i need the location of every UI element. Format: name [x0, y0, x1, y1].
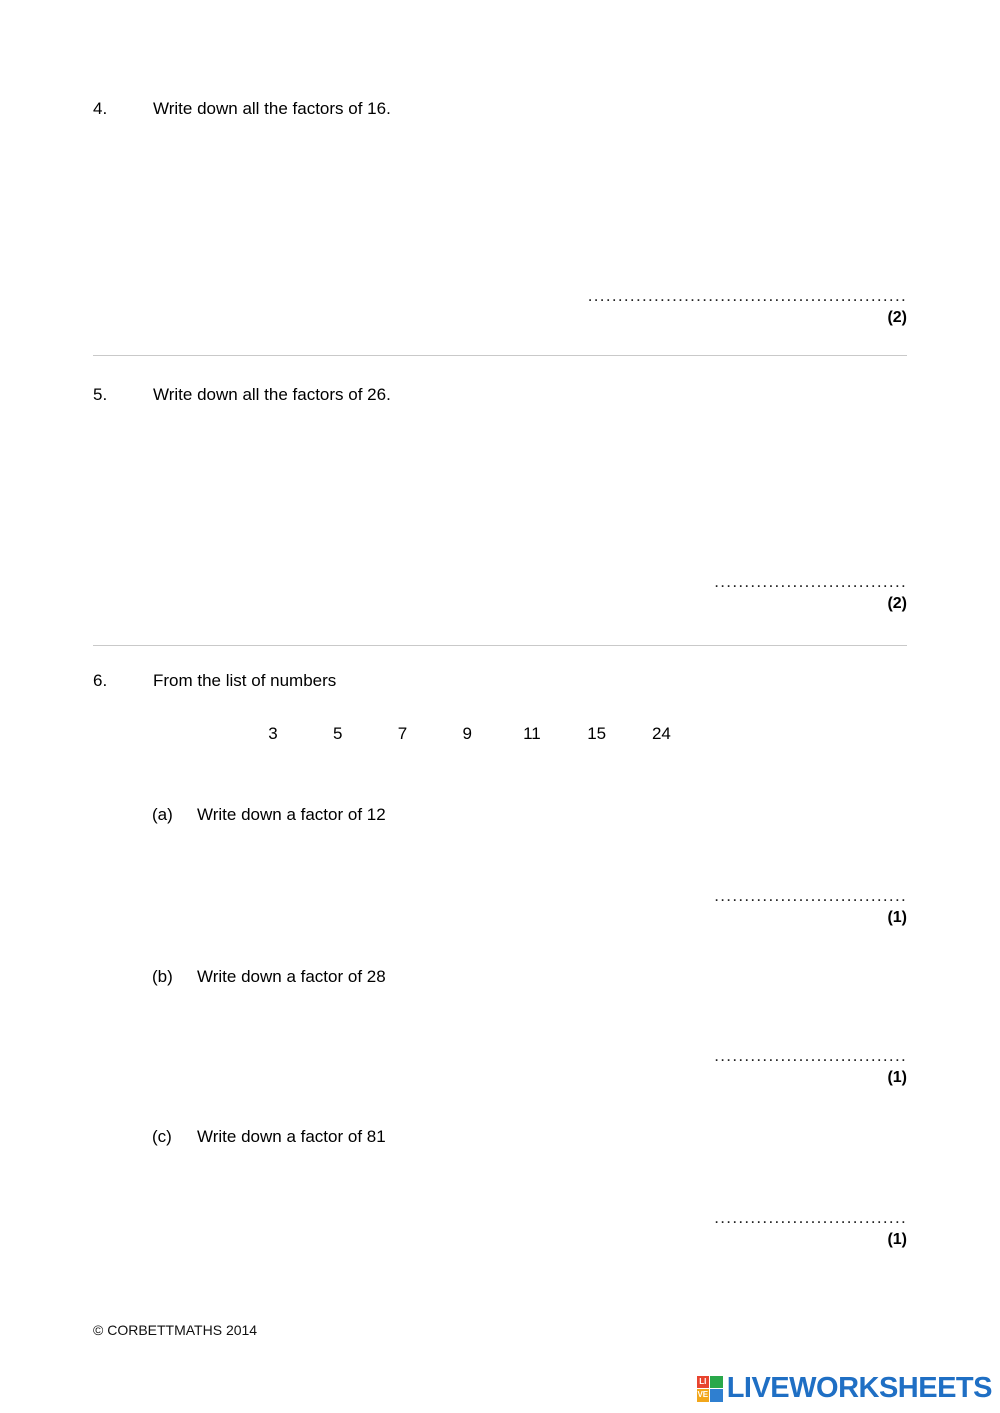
- logo-tile-ve: VE: [697, 1389, 709, 1401]
- section-divider-2: [93, 645, 907, 646]
- list-number: 15: [587, 724, 607, 743]
- answer-dotted-line[interactable]: ................................: [714, 886, 907, 905]
- answer-dotted-line[interactable]: .....................................................: [587, 286, 907, 305]
- question-6b-text: Write down a factor of 28: [197, 967, 386, 986]
- question-5: [93, 384, 907, 406]
- question-4: [93, 98, 907, 120]
- question-5-answer-area[interactable]: [93, 574, 907, 614]
- question-4-answer-area[interactable]: [93, 288, 907, 328]
- list-number: 24: [651, 724, 671, 743]
- question-5-heading: [93, 384, 907, 406]
- question-6-number-list: [93, 724, 907, 744]
- logo-tile-blank-2: [710, 1389, 722, 1401]
- question-6-heading: [93, 670, 907, 692]
- list-number: 7: [397, 724, 408, 743]
- question-6b-answer-area[interactable]: [93, 1048, 907, 1088]
- copyright-notice: © CORBETTMATHS 2014: [93, 1322, 258, 1338]
- liveworksheets-mark-icon: [697, 1376, 723, 1402]
- question-6a-answer-area[interactable]: [93, 888, 907, 928]
- question-6a-label: (a): [152, 805, 173, 824]
- question-4-marks: (2): [887, 309, 907, 326]
- answer-dotted-line[interactable]: ................................: [714, 1208, 907, 1227]
- question-6: [93, 670, 907, 692]
- question-6c-marks: (1): [887, 1231, 907, 1248]
- list-number: 5: [333, 724, 343, 743]
- answer-dotted-line[interactable]: ................................: [714, 1046, 907, 1065]
- section-divider-1: [93, 355, 907, 356]
- answer-dotted-line[interactable]: ................................: [714, 572, 907, 591]
- question-6b-label: (b): [152, 967, 173, 986]
- question-6c-text: Write down a factor of 81: [197, 1127, 386, 1146]
- question-6b: [152, 966, 912, 988]
- list-number: 11: [523, 724, 541, 743]
- question-6a: [152, 804, 912, 826]
- question-4-number: 4.: [93, 99, 108, 118]
- question-6-text: From the list of numbers: [153, 671, 337, 690]
- question-4-text: Write down all the factors of 16.: [153, 99, 391, 118]
- question-6c-label: (c): [152, 1127, 172, 1146]
- liveworksheets-logo[interactable]: [697, 1372, 992, 1405]
- question-6a-text: Write down a factor of 12: [197, 805, 386, 824]
- logo-tile-li: LI: [697, 1376, 709, 1388]
- liveworksheets-wordmark: LIVEWORKSHEETS: [726, 1372, 992, 1404]
- question-6a-marks: (1): [887, 909, 907, 926]
- question-5-text: Write down all the factors of 26.: [153, 385, 391, 404]
- logo-tile-blank-1: [710, 1376, 722, 1388]
- question-4-heading: [93, 98, 907, 120]
- question-6c-answer-area[interactable]: [93, 1210, 907, 1250]
- question-6c: [152, 1126, 912, 1148]
- list-number: 3: [268, 724, 278, 743]
- question-5-number: 5.: [93, 385, 108, 404]
- question-5-marks: (2): [887, 595, 907, 612]
- question-6-number: 6.: [93, 671, 108, 690]
- list-number: 9: [462, 724, 472, 743]
- question-6b-marks: (1): [887, 1069, 907, 1086]
